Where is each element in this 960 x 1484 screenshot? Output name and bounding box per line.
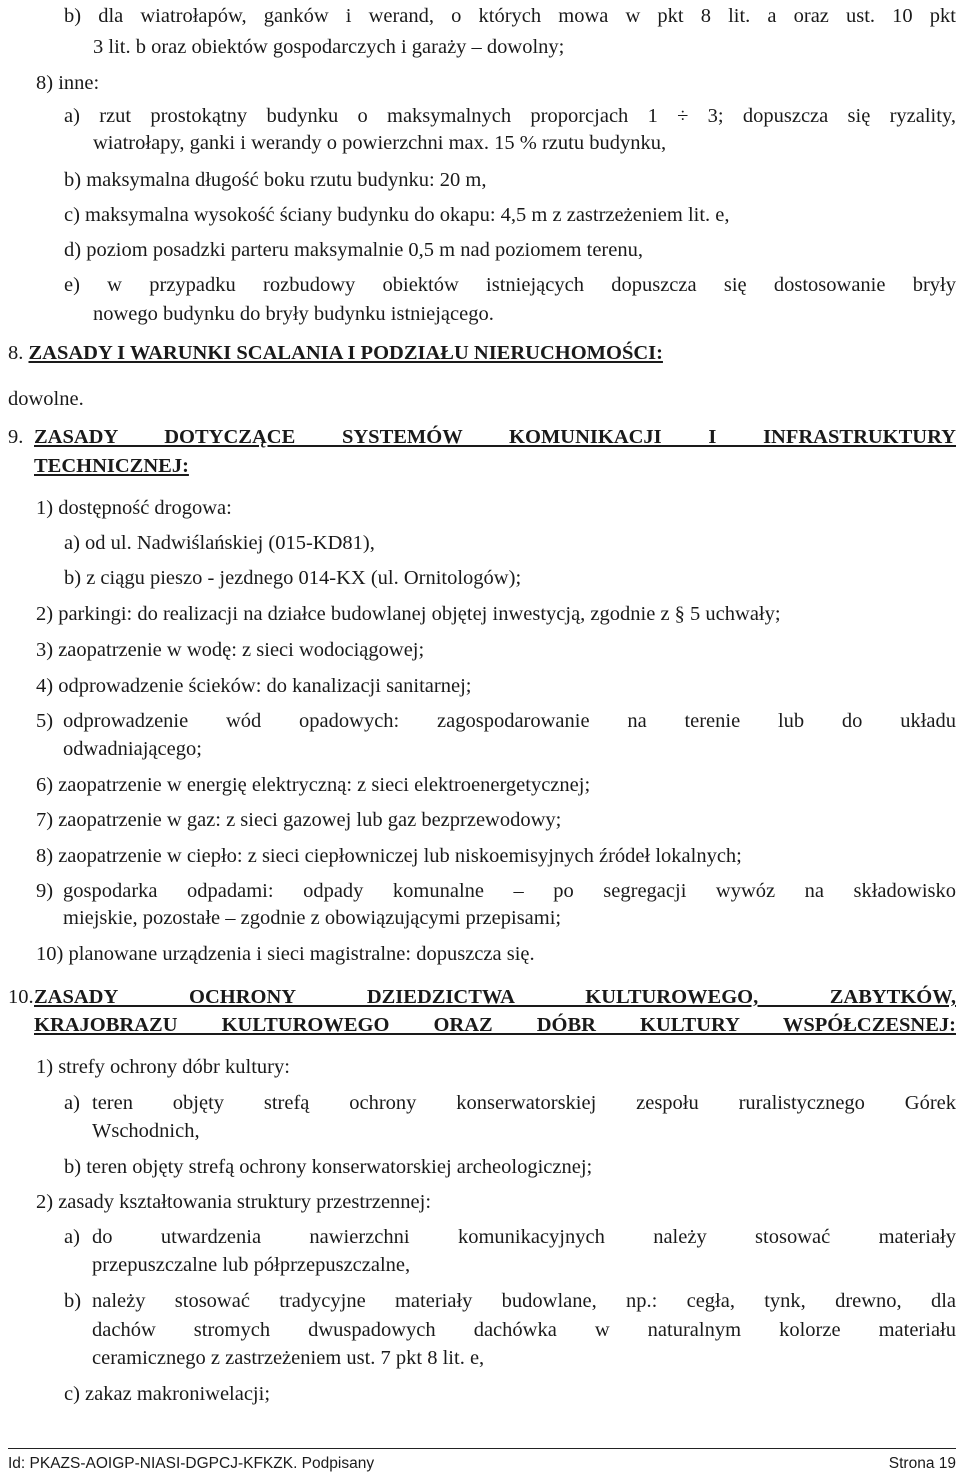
list-item: 4) odprowadzenie ścieków: do kanalizacji sanitarnej; <box>36 675 472 697</box>
list-item-continuation: miejskie, pozostałe – zgodnie z obowiązującymi przepisami; <box>63 907 562 929</box>
list-item-number: 5) <box>36 710 54 732</box>
list-item-continuation: nowego budynku do bryły budynku istniejącego. <box>93 303 494 325</box>
list-item: 1) dostępność drogowa: <box>36 497 232 519</box>
list-item-text: e) w przypadku rozbudowy obiektów istniejących dopuszcza się dostosowanie bryły <box>64 274 956 296</box>
page-footer <box>8 1448 956 1474</box>
list-item-continuation: 3 lit. b oraz obiektów gospodarczych i garaży – dowolny; <box>93 36 565 58</box>
section-heading <box>8 339 663 367</box>
list-item-continuation: przepuszczalne lub półprzepuszczalne, <box>92 1254 411 1276</box>
list-item: 10) planowane urządzenia i sieci magistralne: dopuszcza się. <box>36 943 535 965</box>
list-item-number: 9) <box>36 880 54 902</box>
list-item: b) teren objęty strefą ochrony konserwatorskiej archeologicznej; <box>64 1156 593 1178</box>
list-item-number: a) <box>64 1092 80 1114</box>
list-item-text: do utwardzenia nawierzchni komunikacyjnych należy stosować materiały <box>92 1226 956 1248</box>
section-number: 8. <box>8 342 24 364</box>
list-item-continuation: odwadniającego; <box>63 738 202 760</box>
list-item: 6) zaopatrzenie w energię elektryczną: z sieci elektroenergetycznej; <box>36 774 591 796</box>
list-item: c) maksymalna wysokość ściany budynku do okapu: 4,5 m z zastrzeżeniem lit. e, <box>64 204 730 226</box>
list-item-text: b) dla wiatrołapów, ganków i werand, o których mowa w pkt 8 lit. a oraz ust. 10 pkt <box>64 5 956 27</box>
list-item: 1) strefy ochrony dóbr kultury: <box>36 1056 290 1078</box>
list-item <box>64 271 956 299</box>
list-item <box>64 1287 956 1315</box>
list-item-text: odprowadzenie wód opadowych: zagospodarowanie na terenie lub do układu <box>63 710 956 732</box>
list-item: d) poziom posadzki parteru maksymalnie 0,5 m nad poziomem terenu, <box>64 239 643 261</box>
section-heading <box>8 983 956 1011</box>
section-heading <box>8 423 956 451</box>
list-item: 7) zaopatrzenie w gaz: z sieci gazowej lub gaz bezprzewodowy; <box>36 809 562 831</box>
list-item-continuation: wiatrołapy, ganki i werandy o powierzchni max. 15 % rzutu budynku, <box>93 132 667 154</box>
list-item <box>64 1223 956 1251</box>
list-item: a) od ul. Nadwiślańskiej (015-KD81), <box>64 532 375 554</box>
list-item-text: a) rzut prostokątny budynku o maksymalnych proporcjach 1 ÷ 3; dopuszcza się ryzality, <box>64 105 956 127</box>
list-item: 2) zasady kształtowania struktury przestrzennej: <box>36 1191 432 1213</box>
section-number: 9. <box>8 426 24 448</box>
list-item: 3) zaopatrzenie w wodę: z sieci wodociągowej; <box>36 639 425 661</box>
list-item <box>36 707 956 735</box>
list-item <box>64 2 956 30</box>
list-item-continuation: ceramicznego z zastrzeżeniem ust. 7 pkt 8 lit. e, <box>92 1347 485 1369</box>
list-item: 8) zaopatrzenie w ciepło: z sieci ciepłowniczej lub niskoemisyjnych źródeł lokalnych; <box>36 845 742 867</box>
section-title: ZASADY OCHRONY DZIEDZICTWA KULTUROWEGO, ZABYTKÓW, <box>34 986 956 1008</box>
section-body: dowolne. <box>8 388 84 410</box>
section-title-continuation: TECHNICZNEJ: <box>34 455 189 477</box>
section-number: 10. <box>8 986 34 1008</box>
section-title-continuation <box>34 1011 956 1039</box>
list-item <box>64 1089 956 1117</box>
list-item-continuation: Wschodnich, <box>92 1120 200 1142</box>
list-item: b) z ciągu pieszo - jezdnego 014-KX (ul. Ornitologów); <box>64 567 522 589</box>
list-item-number: a) <box>64 1226 80 1248</box>
list-item-number: b) <box>64 1290 82 1312</box>
list-item: c) zakaz makroniwelacji; <box>64 1383 271 1405</box>
list-item-continuation <box>92 1316 956 1344</box>
list-item-text: należy stosować tradycyjne materiały budowlane, np.: cegła, tynk, drewno, dla <box>92 1290 956 1312</box>
page-number: Strona 19 <box>888 1455 956 1472</box>
list-item <box>64 102 956 130</box>
list-item-text: dachów stromych dwuspadowych dachówka w naturalnym kolorze materiału <box>92 1319 956 1341</box>
document-id: Id: PKAZS-AOIGP-NIASI-DGPCJ-KFKZK. Podpisany <box>8 1455 375 1472</box>
list-item-text: teren objęty strefą ochrony konserwatorskiej zespołu ruralistycznego Górek <box>92 1092 956 1114</box>
section-title: ZASADY I WARUNKI SCALANIA I PODZIAŁU NIERUCHOMOŚCI: <box>28 342 663 364</box>
list-item: b) maksymalna długość boku rzutu budynku: 20 m, <box>64 169 487 191</box>
section-title: KRAJOBRAZU KULTUROWEGO ORAZ DÓBR KULTURY WSPÓŁCZESNEJ: <box>34 1014 956 1036</box>
list-item-text: gospodarka odpadami: odpady komunalne – po segregacji wywóz na składowisko <box>63 880 956 902</box>
section-title: ZASADY DOTYCZĄCE SYSTEMÓW KOMUNIKACJI I INFRASTRUKTURY <box>34 426 956 448</box>
list-item <box>36 877 956 905</box>
list-item: 2) parkingi: do realizacji na działce budowlanej objętej inwestycją, zgodnie z § 5 uchwały; <box>36 603 781 625</box>
list-heading: 8) inne: <box>36 72 100 94</box>
